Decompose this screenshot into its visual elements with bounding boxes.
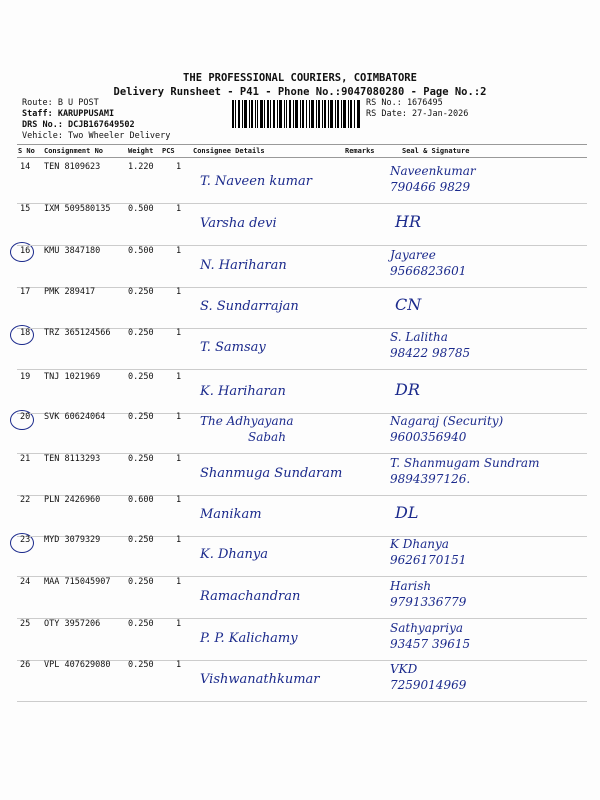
cell-pcs: 1: [176, 204, 182, 214]
handwritten-signature: S. Lalitha: [390, 330, 448, 344]
col-remarks-header: Remarks: [345, 147, 375, 155]
handwritten-consignee: The Adhyayana: [200, 414, 294, 428]
handwritten-signature: DL: [395, 503, 419, 522]
cell-weight: 0.500: [128, 246, 154, 256]
cell-consignment-no: TEN 8109623: [44, 162, 101, 172]
handwritten-signature: 790466 9829: [390, 180, 471, 194]
handwritten-consignee: K. Hariharan: [200, 384, 286, 399]
rs-no-text: RS No.: 1676495: [366, 98, 443, 108]
col-consignment-header: Consignment No: [44, 147, 104, 155]
meta-left: [22, 98, 170, 142]
cell-pcs: 1: [176, 619, 182, 629]
table-row: [17, 246, 587, 287]
cell-consignment-no: TRZ 365124566: [44, 328, 111, 338]
barcode: [232, 100, 360, 128]
handwritten-signature: 93457 39615: [390, 637, 471, 651]
handwritten-consignee: T. Samsay: [200, 340, 266, 355]
cell-pcs: 1: [176, 535, 182, 545]
handwritten-consignee: Sabah: [248, 430, 286, 444]
handwritten-signature: Sathyapriya: [390, 621, 464, 635]
cell-pcs: 1: [176, 328, 182, 338]
table-row: [17, 372, 587, 413]
document-title: THE PROFESSIONAL COURIERS, COIMBATORE: [183, 72, 417, 84]
cell-consignment-no: KMU 3847180: [44, 246, 101, 256]
cell-pcs: 1: [176, 287, 182, 297]
cell-consignment-no: SVK 60624064: [44, 412, 106, 422]
handwritten-consignee: P. P. Kalichamy: [200, 631, 298, 646]
handwritten-signature: Jayaree: [390, 248, 436, 262]
col-consignee-header: Consignee Details: [193, 147, 265, 155]
handwritten-signature: VKD: [390, 662, 418, 676]
cell-weight: 0.250: [128, 287, 154, 297]
handwritten-signature: Harish: [390, 579, 432, 593]
cell-sno: 18: [20, 328, 31, 338]
cell-consignment-no: PLN 2426960: [44, 495, 101, 505]
cell-consignment-no: TNJ 1021969: [44, 372, 101, 382]
cell-consignment-no: PMK 289417: [44, 287, 96, 297]
meta-right: [366, 98, 468, 120]
handwritten-signature: DR: [395, 380, 420, 399]
cell-weight: 0.250: [128, 412, 154, 422]
cell-sno: 17: [20, 287, 31, 297]
col-signature-header: Seal & Signature: [402, 147, 470, 155]
cell-weight: 0.250: [128, 535, 154, 545]
handwritten-signature: 9600356940: [390, 430, 467, 444]
cell-weight: 0.500: [128, 204, 154, 214]
cell-pcs: 1: [176, 246, 182, 256]
handwritten-signature: 98422 98785: [390, 346, 471, 360]
header-rule-top: [17, 144, 587, 145]
handwritten-consignee: T. Naveen kumar: [200, 174, 312, 189]
table-row: [17, 287, 587, 328]
cell-sno: 16: [20, 246, 31, 256]
rs-date-text: RS Date: 27-Jan-2026: [366, 109, 469, 119]
cell-weight: 0.250: [128, 372, 154, 382]
cell-consignment-no: MAA 715045907: [44, 577, 111, 587]
cell-weight: 0.600: [128, 495, 154, 505]
cell-consignment-no: IXM 509580135: [44, 204, 111, 214]
cell-sno: 19: [20, 372, 31, 382]
handwritten-consignee: Varsha devi: [200, 216, 277, 231]
cell-consignment-no: VPL 407629080: [44, 660, 111, 670]
handwritten-signature: Naveenkumar: [390, 164, 476, 178]
document-subtitle: Delivery Runsheet - P41 - Phone No.:9047080280 - Page No.:2: [113, 86, 487, 98]
cell-pcs: 1: [176, 660, 182, 670]
cell-pcs: 1: [176, 412, 182, 422]
cell-weight: 0.250: [128, 577, 154, 587]
cell-weight: 0.250: [128, 660, 154, 670]
header-rule-bottom: [17, 157, 587, 158]
handwritten-signature: 7259014969: [390, 678, 467, 692]
table-row: [17, 495, 587, 536]
cell-sno: 15: [20, 204, 31, 214]
cell-consignment-no: TEN 8113293: [44, 454, 101, 464]
cell-sno: 21: [20, 454, 31, 464]
col-weight-header: Weight: [128, 147, 154, 155]
cell-pcs: 1: [176, 577, 182, 587]
cell-weight: 0.250: [128, 328, 154, 338]
drs-text: DRS No.: DCJB167649502: [22, 120, 135, 130]
cell-sno: 23: [20, 535, 31, 545]
vehicle-text: Vehicle: Two Wheeler Delivery: [22, 131, 171, 141]
handwritten-consignee: Shanmuga Sundaram: [200, 466, 343, 481]
route-text: Route: B U POST: [22, 98, 99, 108]
cell-sno: 14: [20, 162, 31, 172]
cell-sno: 20: [20, 412, 31, 422]
cell-pcs: 1: [176, 454, 182, 464]
row-divider: [17, 701, 587, 702]
handwritten-consignee: S. Sundarrajan: [200, 299, 299, 314]
table-row: [17, 535, 587, 576]
cell-sno: 26: [20, 660, 31, 670]
cell-pcs: 1: [176, 495, 182, 505]
handwritten-signature: T. Shanmugam Sundram: [390, 456, 540, 470]
staff-text: Staff: KARUPPUSAMI: [22, 109, 115, 119]
cell-pcs: 1: [176, 372, 182, 382]
handwritten-consignee: N. Hariharan: [200, 258, 287, 273]
cell-pcs: 1: [176, 162, 182, 172]
handwritten-signature: K Dhanya: [390, 537, 449, 551]
handwritten-signature: 9894397126.: [390, 472, 471, 486]
handwritten-signature: CN: [395, 295, 422, 314]
cell-weight: 1.220: [128, 162, 154, 172]
cell-weight: 0.250: [128, 619, 154, 629]
handwritten-signature: 9566823601: [390, 264, 467, 278]
handwritten-consignee: Ramachandran: [200, 589, 301, 604]
handwritten-signature: 9626170151: [390, 553, 467, 567]
handwritten-consignee: Manikam: [200, 507, 262, 522]
cell-consignment-no: MYD 3079329: [44, 535, 101, 545]
handwritten-consignee: Vishwanathkumar: [200, 672, 320, 687]
cell-sno: 22: [20, 495, 31, 505]
col-pcs-header: PCS: [162, 147, 175, 155]
cell-consignment-no: OTY 3957206: [44, 619, 101, 629]
handwritten-consignee: K. Dhanya: [200, 547, 268, 562]
handwritten-signature: 9791336779: [390, 595, 467, 609]
col-sno-header: S No: [18, 147, 35, 155]
handwritten-signature: Nagaraj (Security): [390, 414, 504, 428]
cell-sno: 25: [20, 619, 31, 629]
cell-weight: 0.250: [128, 454, 154, 464]
table-row: [17, 619, 587, 660]
handwritten-signature: HR: [395, 212, 421, 231]
row-divider: [17, 369, 587, 370]
cell-sno: 24: [20, 577, 31, 587]
